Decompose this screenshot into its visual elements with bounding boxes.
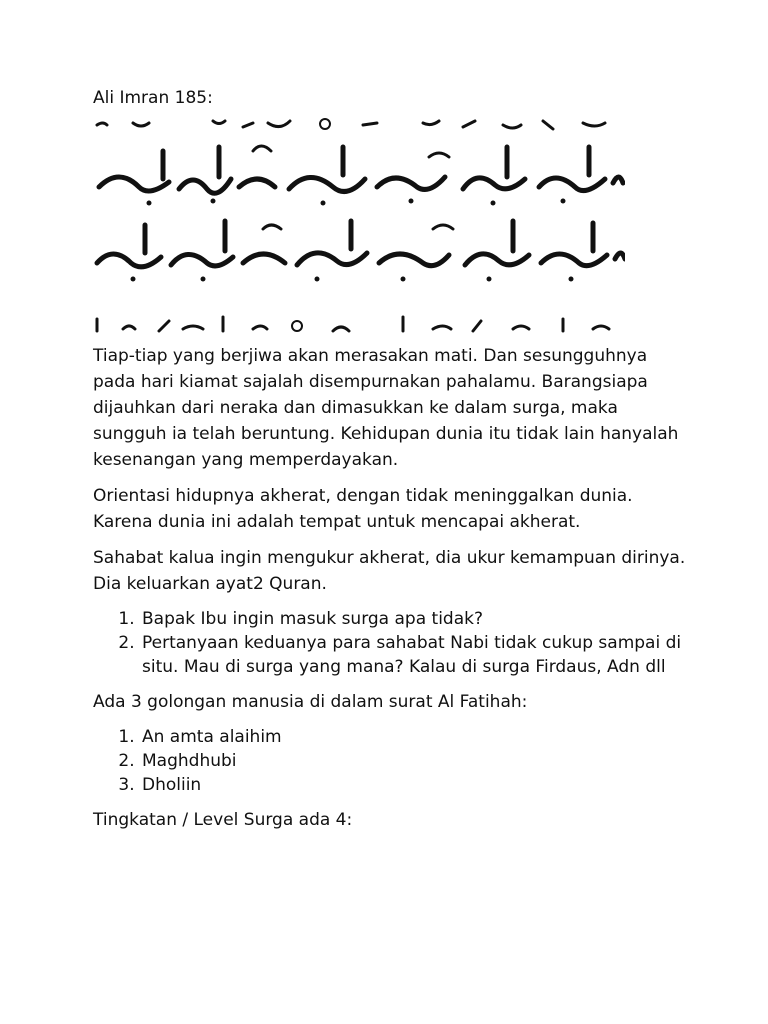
paragraph-golongan: Ada 3 golongan manusia di dalam surat Al Fatihah: [93,692,528,712]
question-list [93,607,693,679]
list-item: 2. Pertanyaan keduanya para sahabat Nabi tidak cukup sampai di situ. Mau di surga yang mana? Kalau di surga Firdaus, Adn dll [140,631,693,679]
list-item: 1. An amta alaihim [140,725,693,749]
golongan-list [93,725,693,797]
document-page [93,86,693,843]
section-title: Ali Imran 185: [93,88,213,108]
list-item: 1. Bapak Ibu ingin masuk surga apa tidak? [140,607,693,631]
paragraph-tingkatan: Tingkatan / Level Surga ada 4: [93,810,353,830]
list-item: 2. Maghdhubi [140,749,693,773]
paragraph-translation: Tiap-tiap yang berjiwa akan merasakan mati. Dan sesungguhnya pada hari kiamat sajalah disempurnakan pahalamu. Barangsiapa dijauhkan dari neraka dan dimasukkan ke dalam surga, maka sungguh ia telah beruntung. Kehidupan dunia itu tidak lain hanyalah kesenangan yang memperdayakan. [93,346,679,470]
paragraph-orientation: Orientasi hidupnya akherat, dengan tidak meninggalkan dunia. Karena dunia ini adalah tempat untuk mencapai akherat. [93,486,633,532]
paragraph-sahabat: Sahabat kalua ingin mengukur akherat, dia ukur kemampuan dirinya. Dia keluarkan ayat2 Quran. [93,548,686,594]
list-item: 3. Dholiin [140,773,693,797]
arabic-verse-image [93,117,625,335]
